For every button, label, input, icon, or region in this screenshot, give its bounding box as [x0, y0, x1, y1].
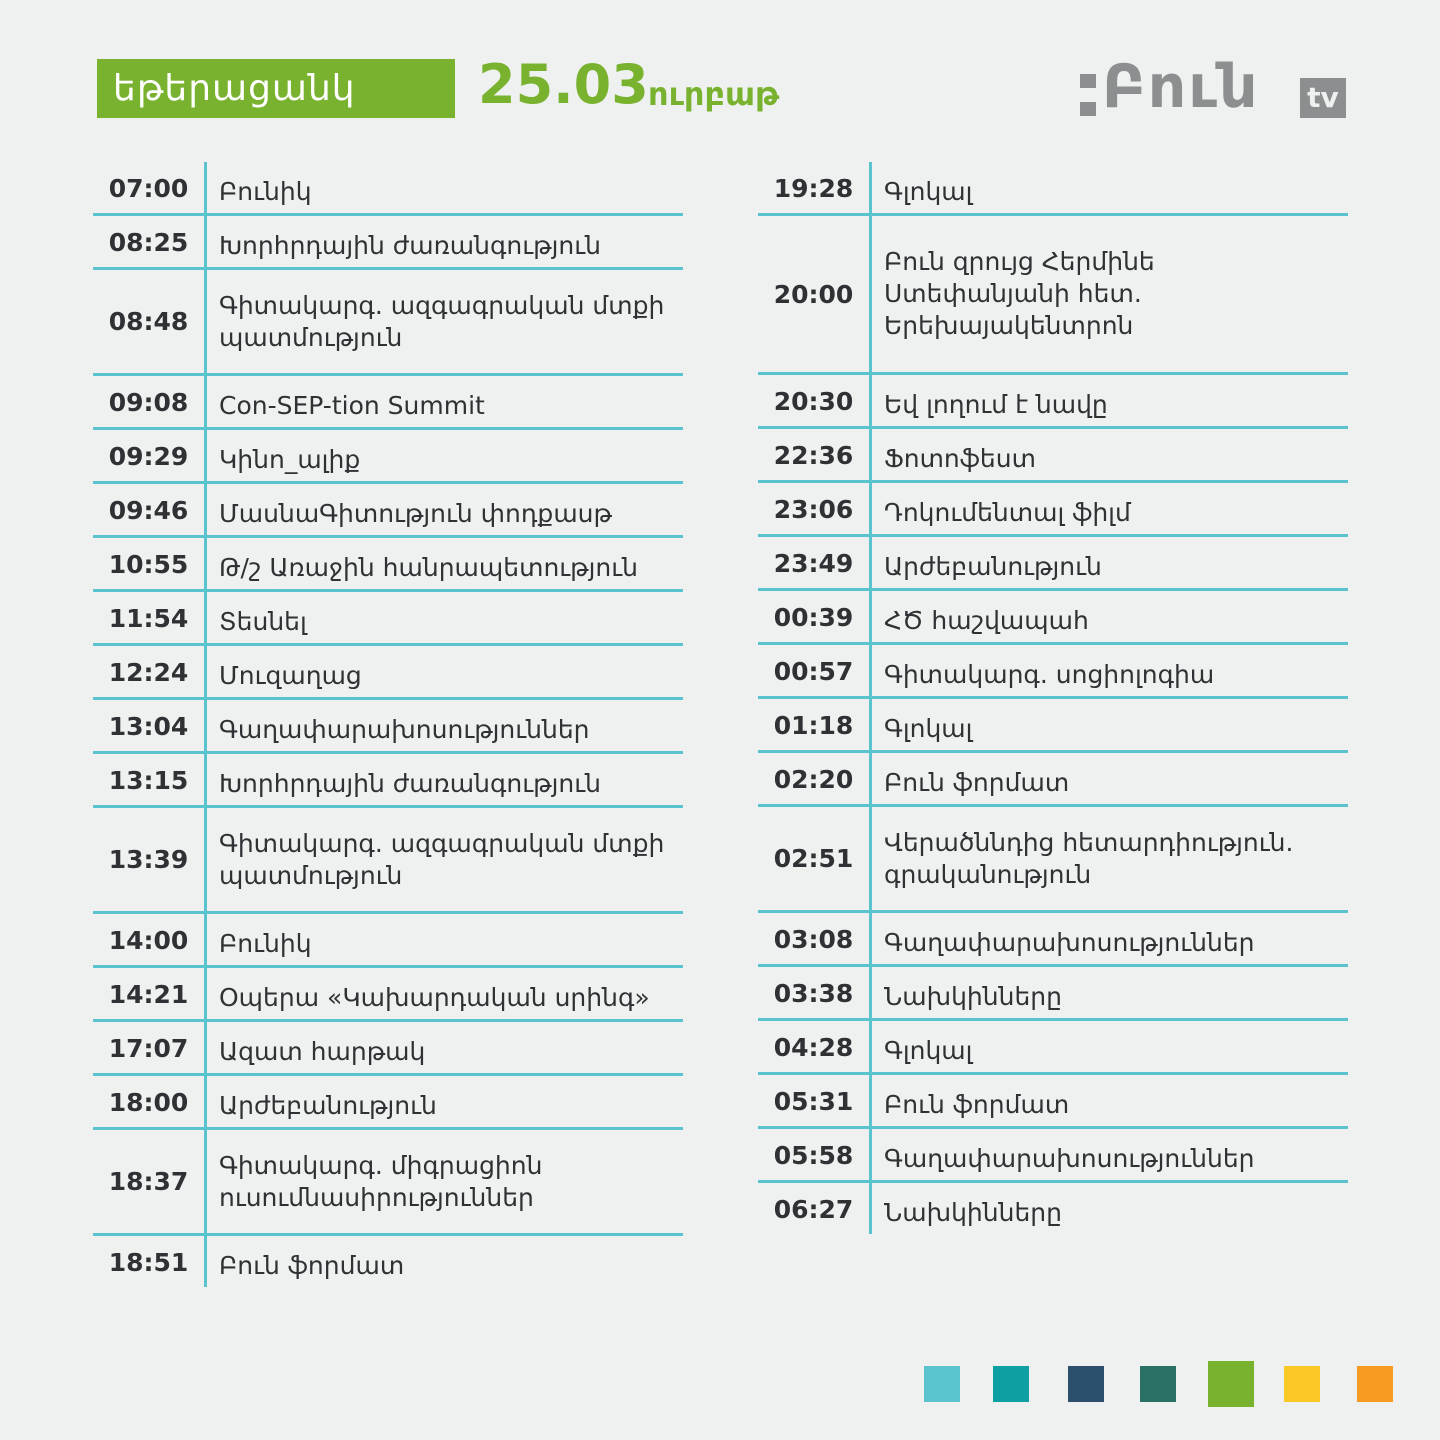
row-program: ՄասնաԳիտություն փոդքասթ: [219, 498, 612, 528]
schedule-row: [758, 967, 1348, 1021]
row-time: 18:00: [93, 1076, 207, 1127]
swatch-orange: [1357, 1366, 1393, 1402]
row-time: 10:55: [93, 538, 207, 589]
schedule-row: [758, 1021, 1348, 1075]
schedule-row: [93, 216, 683, 270]
row-program: Եվ լողում է նավը: [884, 389, 1108, 419]
row-program: Գաղափարախոսություններ: [219, 714, 590, 744]
row-program: Մուզաղաց: [219, 660, 362, 690]
row-time: 20:00: [758, 216, 872, 372]
row-time: 00:39: [758, 591, 872, 642]
logo-tv-badge: tv: [1300, 78, 1346, 118]
row-time: 17:07: [93, 1022, 207, 1073]
row-program: Գիտակարգ. միգրացիոն ուսումնասիրություններ: [219, 1150, 543, 1212]
row-program: Թ/շ Առաջին հանրապետություն: [219, 552, 638, 582]
schedule-label: եթերացանկ: [97, 59, 455, 118]
swatch-dark-green: [1140, 1366, 1176, 1402]
schedule-row: [93, 270, 683, 376]
schedule-right-column: [758, 162, 1348, 1234]
row-time: 09:08: [93, 376, 207, 427]
row-program: Գիտակարգ. սոցիոլոգիա: [884, 659, 1215, 689]
row-time: 11:54: [93, 592, 207, 643]
schedule-row: [758, 483, 1348, 537]
schedule-row: [758, 699, 1348, 753]
swatch-teal: [993, 1366, 1029, 1402]
row-time: 02:20: [758, 753, 872, 804]
row-time: 14:00: [93, 914, 207, 965]
weekday: ուրբաթ: [648, 75, 780, 113]
row-program: Con-SEP-tion Summit: [219, 390, 485, 420]
schedule-row: [93, 430, 683, 484]
row-time: 13:04: [93, 700, 207, 751]
row-program: Բուն ֆորմատ: [884, 1089, 1070, 1119]
schedule-row: [93, 1236, 683, 1287]
schedule-row: [93, 808, 683, 914]
schedule-row: [93, 538, 683, 592]
row-program: Վերածննդից հետարդիություն. գրականություն: [884, 827, 1294, 889]
row-program: Օպերա «Կախարդական սրինգ»: [219, 982, 650, 1012]
row-time: 06:27: [758, 1183, 872, 1234]
row-program: Գլոկալ: [884, 1035, 973, 1065]
date: 25.03: [478, 53, 649, 116]
row-time: 19:28: [758, 162, 872, 213]
row-program: Գլոկալ: [884, 713, 973, 743]
row-program: Արժեբանություն: [219, 1090, 437, 1120]
logo-colon-icon: [1080, 74, 1098, 118]
row-program: Նախկինները: [884, 981, 1062, 1011]
header: [0, 0, 1440, 150]
schedule-row: [93, 914, 683, 968]
row-program: Նախկինները: [884, 1197, 1062, 1227]
row-time: 23:49: [758, 537, 872, 588]
schedule-row: [758, 537, 1348, 591]
row-program: Կինո_ալիք: [219, 444, 361, 474]
row-program: Բունիկ: [219, 928, 312, 958]
schedule-row: [93, 484, 683, 538]
row-time: 05:31: [758, 1075, 872, 1126]
row-program: ՀԾ հաշվապահ: [884, 605, 1089, 635]
row-program: Գաղափարախոսություններ: [884, 1143, 1255, 1173]
row-program: Ազատ հարթակ: [219, 1036, 426, 1066]
schedule-row: [758, 1183, 1348, 1234]
row-time: 08:48: [93, 270, 207, 373]
schedule-row: [758, 162, 1348, 216]
swatch-light-teal: [924, 1366, 960, 1402]
row-program: Բուն ֆորմատ: [884, 767, 1070, 797]
row-time: 00:57: [758, 645, 872, 696]
swatch-navy: [1068, 1366, 1104, 1402]
row-program: Խորհրդային ժառանգություն: [219, 768, 601, 798]
row-time: 09:46: [93, 484, 207, 535]
row-time: 22:36: [758, 429, 872, 480]
logo-wordmark: Բուն: [1102, 52, 1260, 122]
schedule-row: [93, 376, 683, 430]
row-time: 04:28: [758, 1021, 872, 1072]
row-program: Դոկումենտալ ֆիլմ: [884, 497, 1131, 527]
schedule-row: [758, 1075, 1348, 1129]
row-time: 12:24: [93, 646, 207, 697]
row-program: Արժեբանություն: [884, 551, 1102, 581]
row-time: 07:00: [93, 162, 207, 213]
row-time: 23:06: [758, 483, 872, 534]
row-time: 09:29: [93, 430, 207, 481]
row-time: 01:18: [758, 699, 872, 750]
row-program: Խորհրդային ժառանգություն: [219, 230, 601, 260]
row-program: Տեսնել: [219, 606, 307, 636]
row-program: Գլոկալ: [884, 176, 973, 206]
schedule-row: [758, 591, 1348, 645]
row-program: Բուն զրույց Հերմինե Ստեփանյանի հետ. Երեխայակենտրոն: [884, 247, 1155, 340]
schedule-row: [93, 162, 683, 216]
swatch-yellow: [1284, 1366, 1320, 1402]
row-program: Ֆոտոֆեստ: [884, 443, 1036, 473]
schedule-row: [758, 807, 1348, 913]
schedule-row: [93, 1076, 683, 1130]
schedule-row: [93, 700, 683, 754]
schedule-row: [758, 913, 1348, 967]
swatch-green: [1208, 1361, 1254, 1407]
row-program: Բուն ֆորմատ: [219, 1250, 405, 1280]
row-time: 08:25: [93, 216, 207, 267]
row-time: 14:21: [93, 968, 207, 1019]
row-time: 05:58: [758, 1129, 872, 1180]
row-time: 13:15: [93, 754, 207, 805]
row-program: Գիտակարգ. ազգագրական մտքի պատմություն: [219, 290, 665, 352]
row-program: Գիտակարգ. ազգագրական մտքի պատմություն: [219, 828, 665, 890]
schedule-row: [93, 754, 683, 808]
row-program: Գաղափարախոսություններ: [884, 927, 1255, 957]
row-time: 03:38: [758, 967, 872, 1018]
schedule-row: [758, 1129, 1348, 1183]
row-time: 20:30: [758, 375, 872, 426]
schedule-row: [758, 216, 1348, 375]
row-time: 03:08: [758, 913, 872, 964]
row-time: 02:51: [758, 807, 872, 910]
schedule-row: [758, 753, 1348, 807]
schedule-row: [93, 968, 683, 1022]
schedule-row: [758, 375, 1348, 429]
schedule-row: [93, 646, 683, 700]
row-time: 13:39: [93, 808, 207, 911]
schedule-row: [93, 592, 683, 646]
row-time: 18:51: [93, 1236, 207, 1287]
row-program: Բունիկ: [219, 176, 312, 206]
schedule-row: [758, 645, 1348, 699]
schedule-row: [93, 1022, 683, 1076]
schedule-row: [758, 429, 1348, 483]
schedule-left-column: [93, 162, 683, 1287]
schedule-row: [93, 1130, 683, 1236]
row-time: 18:37: [93, 1130, 207, 1233]
